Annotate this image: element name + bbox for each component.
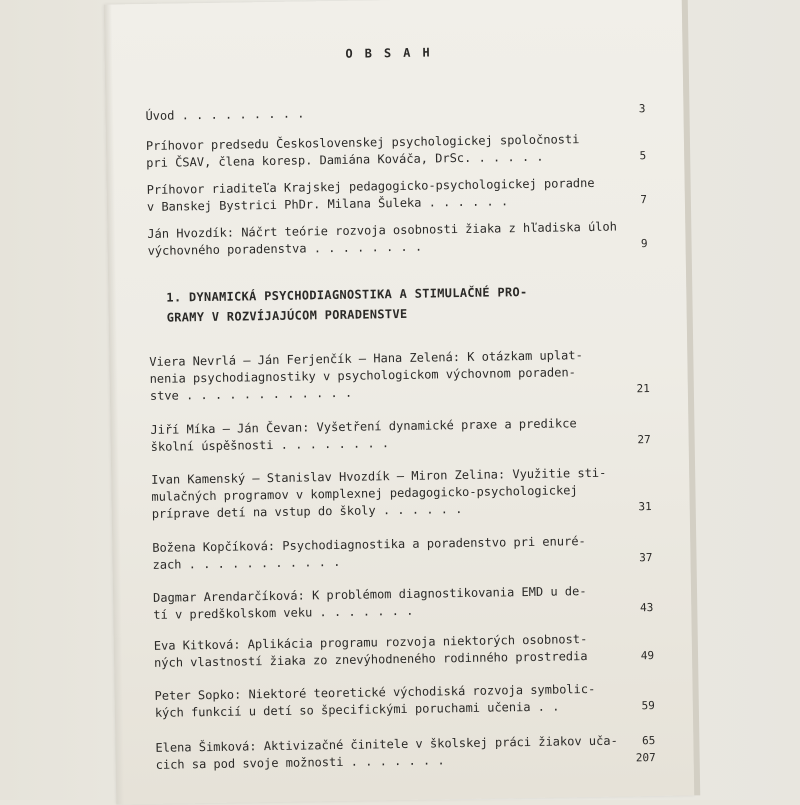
toc-entry-prihovor-riaditela[interactable] bbox=[147, 174, 647, 216]
toc-entry-line: ných vlastností žiaka zo znevýhodneného rodinného prostredia bbox=[153, 649, 588, 670]
table-of-contents bbox=[104, 0, 694, 804]
toc-entry-sopko[interactable] bbox=[154, 680, 654, 722]
toc-entry-line: cich sa pod svoje možnosti . . . . . . . bbox=[155, 753, 445, 772]
toc-entry-nevrla[interactable] bbox=[149, 346, 650, 405]
page-title: OBSAH bbox=[345, 45, 442, 61]
toc-page-number: 49 bbox=[640, 649, 655, 663]
toc-page-number: 9 bbox=[640, 237, 648, 251]
toc-page-number: 7 bbox=[640, 193, 647, 207]
toc-entry-line: výchovného poradenstva . . . . . . . . bbox=[147, 239, 423, 258]
toc-page-number: 31 bbox=[638, 500, 652, 514]
toc-entry-kitkova[interactable] bbox=[154, 630, 654, 672]
toc-entry-uvod[interactable] bbox=[145, 100, 645, 125]
toc-page-number: 43 bbox=[639, 601, 654, 615]
toc-entry-line: stve . . . . . . . . . . . . bbox=[149, 385, 353, 403]
toc-entry-line: školní úspěšnosti . . . . . . . . bbox=[150, 436, 390, 454]
toc-entry-line: kých funkcií u detí so špecifickými poruchami učenia . . bbox=[154, 699, 560, 720]
toc-entry-arendarcikova[interactable] bbox=[153, 582, 653, 624]
toc-page-number: 65 bbox=[642, 734, 656, 748]
toc-page-number: 5 bbox=[639, 149, 647, 163]
toc-page-number: 59 bbox=[641, 699, 655, 713]
toc-entry-line: Eva Kitková: Aplikácia programu rozvoja niektorých osobnost- bbox=[153, 632, 588, 653]
toc-entry-line: Ivan Kamenský — Stanislav Hvozdík — Miron Zelina: Využitie sti- bbox=[151, 465, 607, 487]
section-heading-line: GRAMY V ROZVÍJAJÚCOM PORADENSTVE bbox=[166, 306, 408, 325]
toc-page-number: 21 bbox=[636, 382, 650, 396]
toc-page-number: 3 bbox=[638, 102, 646, 116]
toc-entry-line: tí v predškolskom veku . . . . . . . bbox=[153, 603, 414, 622]
toc-entry-kopcikova[interactable] bbox=[152, 532, 652, 574]
toc-entry-line: pri ČSAV, člena koresp. Damiána Kováča, DrSc. . . . . . bbox=[146, 149, 544, 170]
toc-entry-line: nenia psychodiagnostiky v psychologickom výchovnom poraden- bbox=[149, 365, 576, 386]
toc-entry-line: Božena Kopčíková: Psychodiagnostika a poradenstvo pri enuré- bbox=[152, 534, 586, 555]
toc-entry-mika[interactable] bbox=[150, 414, 650, 456]
toc-entry-line: Úvod . . . . . . . . . bbox=[145, 106, 305, 123]
toc-entry-line: Jiří Míka — Ján Čevan: Vyšetření dynamické praxe a predikce bbox=[150, 416, 577, 437]
footer-page-number: 207 bbox=[635, 751, 656, 765]
toc-entry-hvozdik[interactable] bbox=[147, 218, 647, 260]
toc-entry-line: príprave detí na vstup do školy . . . . . . bbox=[151, 502, 463, 521]
toc-entry-kamensky[interactable] bbox=[151, 464, 652, 523]
toc-entry-line: Dagmar Arendarčíková: K problémom diagnostikovania EMD u de- bbox=[152, 584, 587, 605]
toc-page-number: 27 bbox=[637, 433, 651, 447]
toc-entry-line: Príhovor riaditeľa Krajskej pedagogicko-psychologickej poradne bbox=[146, 175, 595, 197]
toc-entry-line: Príhovor predsedu Československej psychologickej spoločnosti bbox=[145, 132, 580, 153]
toc-entry-prihovor-predsedu[interactable] bbox=[146, 130, 646, 172]
toc-entry-line: Elena Šimková: Aktivizačné činitele v školskej práci žiakov uča- bbox=[155, 733, 618, 755]
toc-entry-line: Ján Hvozdík: Náčrt teórie rozvoja osobnosti žiaka z hľadiska úloh bbox=[147, 219, 618, 241]
toc-entry-line: mulačných programov v komplexnej pedagogicko-psychologickej bbox=[151, 483, 578, 504]
toc-entry-simkova[interactable] bbox=[155, 732, 655, 774]
section-heading bbox=[166, 281, 597, 328]
toc-page-number: 37 bbox=[639, 551, 653, 565]
section-heading-line: 1. DYNAMICKÁ PSYCHODIAGNOSTIKA A STIMULAČNÉ PRO- bbox=[166, 284, 528, 305]
toc-entry-line: zach . . . . . . . . . . . bbox=[152, 554, 341, 572]
toc-entry-line: Viera Nevrlá — Ján Ferjenčík — Hana Zelená: K otázkam uplat- bbox=[149, 348, 583, 369]
toc-entry-line: v Banskej Bystrici PhDr. Milana Šuleka . . . . . . bbox=[146, 194, 509, 214]
book-page bbox=[104, 0, 694, 804]
toc-entry-line: Peter Sopko: Niektoré teoretické východiská rozvoja symbolic- bbox=[154, 681, 596, 703]
